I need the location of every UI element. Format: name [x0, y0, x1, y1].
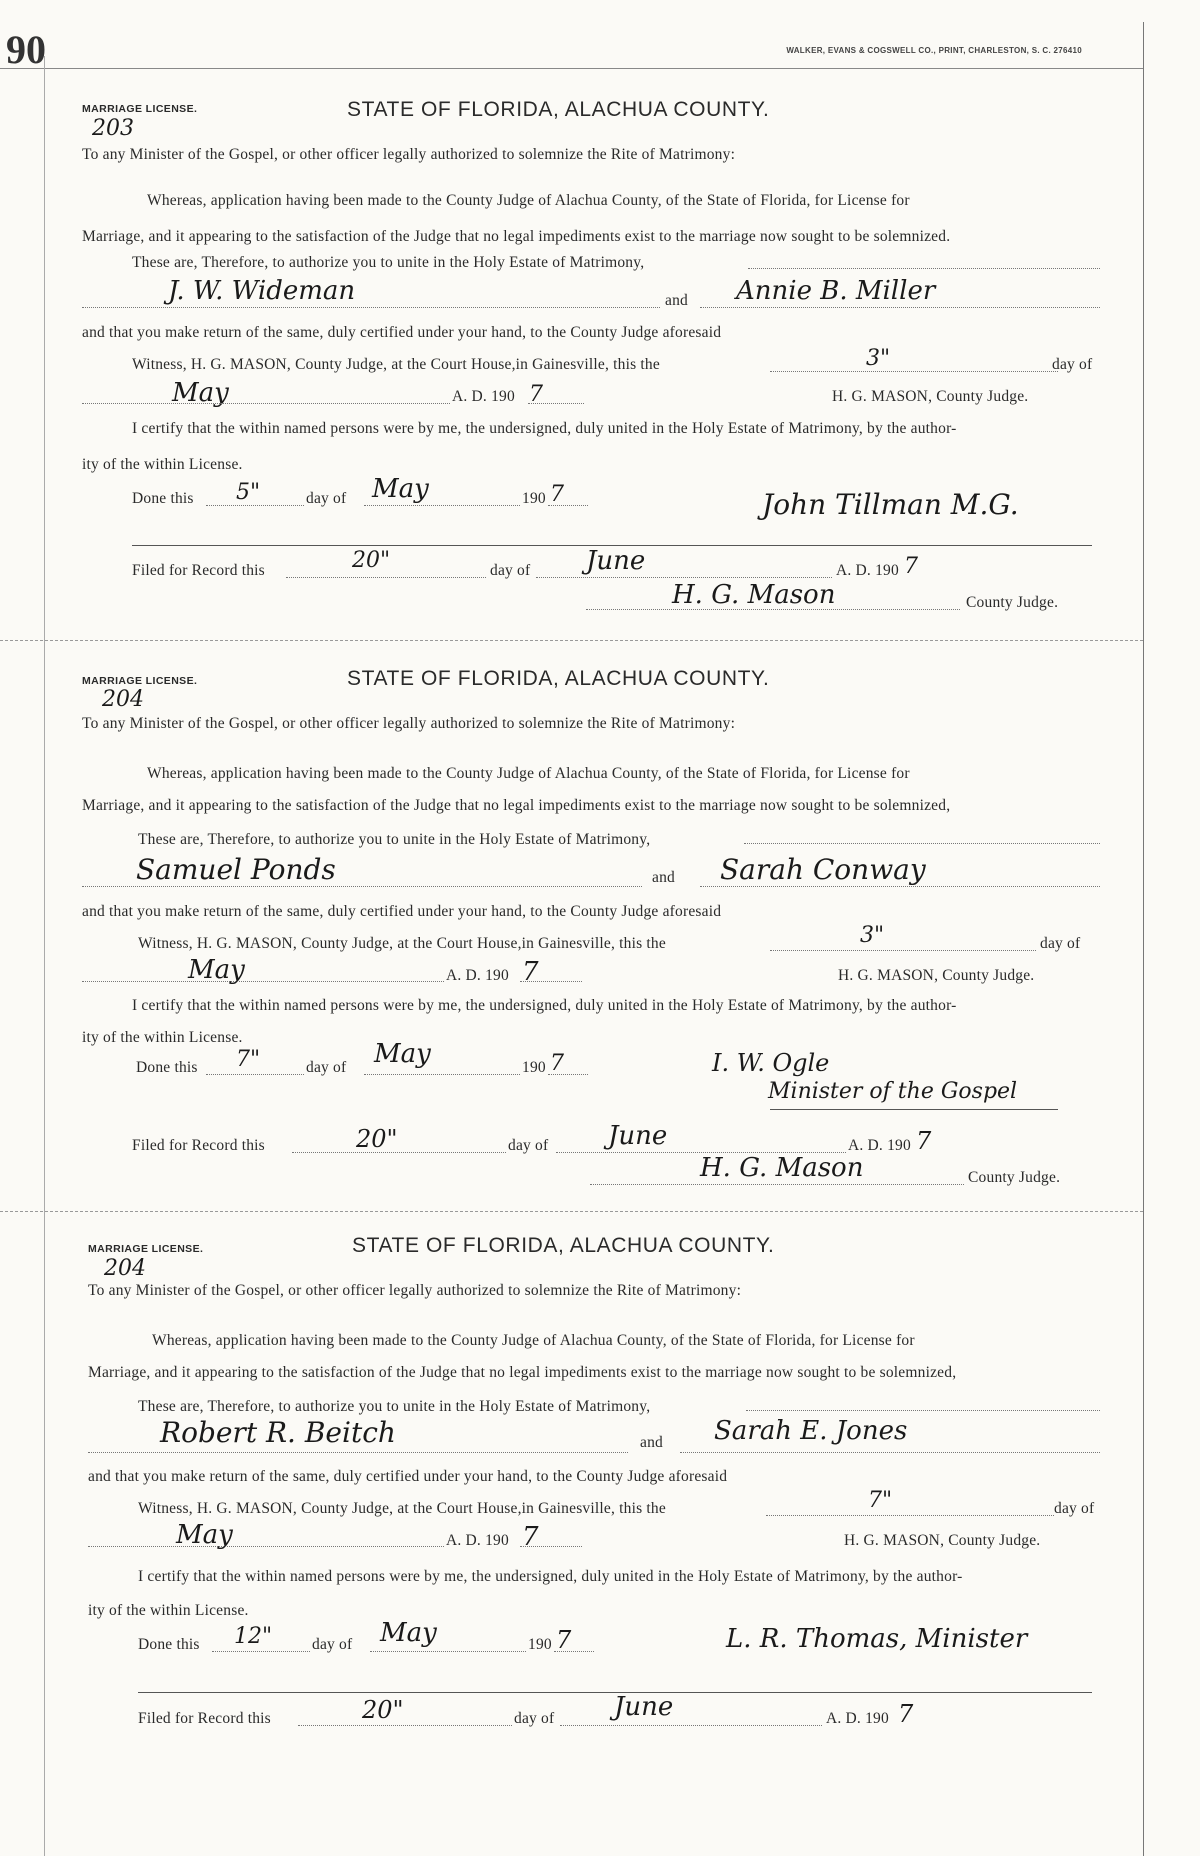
filed-day: 20"	[362, 1696, 404, 1724]
filed-ad-label: A. D. 190	[848, 1137, 911, 1154]
witness-day: 7"	[868, 1488, 893, 1513]
these-are-dots	[748, 268, 1100, 269]
whereas-line-1: Whereas, application having been made to the County Judge of Alachua County, of the State of Florida, for License for	[147, 192, 910, 209]
filed-ad-label: A. D. 190	[826, 1710, 889, 1727]
license-label: MARRIAGE LICENSE.	[88, 1243, 204, 1255]
filed-month-line	[536, 577, 832, 578]
these-are-dots	[746, 1410, 1100, 1411]
done-this-label: Done this	[138, 1636, 200, 1653]
done-day-of-label: day of	[312, 1636, 353, 1653]
bride-line	[700, 886, 1100, 887]
done-year-digit: 7	[550, 482, 564, 507]
witness-year-digit: 7	[522, 957, 539, 987]
certify-line-2: ity of the within License.	[82, 456, 243, 473]
license-label: MARRIAGE LICENSE.	[82, 675, 198, 687]
day-of-label: day of	[1040, 935, 1081, 952]
right-margin-rule	[1143, 22, 1144, 1856]
license-separator-1	[0, 640, 1143, 641]
clerk-line	[586, 609, 960, 610]
state-heading: STATE OF FLORIDA, ALACHUA COUNTY.	[352, 1234, 775, 1257]
license-number: 203	[92, 116, 134, 141]
witness-month-line	[82, 403, 450, 404]
done-day-line	[206, 505, 304, 506]
done-month: May	[374, 1039, 431, 1069]
done-day-line	[206, 1074, 304, 1075]
filed-year-digit: 7	[904, 554, 918, 579]
these-are-line: These are, Therefore, to authorize you to unite in the Holy Estate of Matrimony,	[132, 254, 645, 271]
officiant-signature: John Tillman M.G.	[762, 488, 1019, 521]
certify-line-2: ity of the within License.	[88, 1602, 249, 1619]
these-are-dots	[744, 843, 1100, 844]
witness-day-line	[766, 1515, 1054, 1516]
ad-label: A. D. 190	[452, 388, 515, 405]
and-word: and	[665, 292, 688, 309]
state-heading: STATE OF FLORIDA, ALACHUA COUNTY.	[347, 667, 770, 690]
done-year-line	[548, 1074, 588, 1075]
witness-month: May	[188, 955, 245, 985]
clerk-line	[590, 1184, 964, 1185]
witness-year-line	[520, 981, 582, 982]
license-separator-2	[0, 1211, 1143, 1212]
filed-year-digit: 7	[916, 1127, 932, 1155]
done-year-line	[554, 1651, 594, 1652]
officiant-signature: L. R. Thomas, Minister	[726, 1624, 1028, 1654]
filed-for-record-label: Filed for Record this	[132, 562, 265, 579]
filed-month: June	[586, 546, 646, 576]
filed-for-record-label: Filed for Record this	[132, 1137, 265, 1154]
witness-month-line	[88, 1546, 444, 1547]
done-month: May	[372, 474, 429, 504]
filed-day-of-label: day of	[490, 562, 531, 579]
whereas-line-2: Marriage, and it appearing to the satisfaction of the Judge that no legal impediments exist to the marriage now sought to be solemnized,	[82, 797, 951, 814]
done-day: 12"	[234, 1624, 273, 1649]
clerk-signature: H. G. Mason	[672, 580, 836, 610]
filed-month: June	[614, 1692, 674, 1722]
groom-name: Robert R. Beitch	[160, 1416, 396, 1449]
addressee-line: To any Minister of the Gospel, or other officer legally authorized to solemnize the Rite of Matrimony:	[88, 1282, 742, 1299]
witness-year-line	[520, 1546, 582, 1547]
filed-day-line	[292, 1152, 506, 1153]
filed-day-of-label: day of	[514, 1710, 555, 1727]
done-year-prefix: 190	[522, 1059, 546, 1076]
done-month-line	[364, 505, 520, 506]
county-judge-label: County Judge.	[968, 1169, 1061, 1186]
filed-year-digit: 7	[898, 1700, 914, 1728]
groom-line	[82, 886, 642, 887]
judge-printed-signature: H. G. MASON, County Judge.	[844, 1532, 1041, 1549]
witness-day-line	[770, 950, 1036, 951]
page-number: 90	[6, 27, 46, 72]
witness-year-digit: 7	[529, 382, 543, 407]
done-month-line	[364, 1074, 520, 1075]
top-rule	[0, 68, 1143, 69]
groom-line	[88, 1452, 628, 1453]
done-this-label: Done this	[132, 490, 194, 507]
done-year-digit: 7	[550, 1051, 564, 1076]
certify-line-1: I certify that the within named persons were by me, the undersigned, duly united in the Holy Estate of Matrimony, by the author-	[132, 997, 957, 1014]
certify-line-1: I certify that the within named persons were by me, the undersigned, duly united in the Holy Estate of Matrimony, by the author-	[138, 1568, 963, 1585]
filed-month: June	[608, 1121, 668, 1151]
done-this-label: Done this	[136, 1059, 198, 1076]
filed-month-line	[560, 1725, 822, 1726]
witness-month-line	[82, 981, 444, 982]
witness-day: 3"	[860, 923, 885, 948]
these-are-line: These are, Therefore, to authorize you to unite in the Holy Estate of Matrimony,	[138, 831, 651, 848]
addressee-line: To any Minister of the Gospel, or other officer legally authorized to solemnize the Rite of Matrimony:	[82, 146, 736, 163]
certify-line-2: ity of the within License.	[82, 1029, 243, 1046]
done-month-line	[370, 1651, 526, 1652]
state-heading: STATE OF FLORIDA, ALACHUA COUNTY.	[347, 98, 770, 121]
bride-name: Annie B. Miller	[736, 276, 936, 306]
groom-name: Samuel Ponds	[136, 853, 336, 886]
whereas-line-1: Whereas, application having been made to the County Judge of Alachua County, of the State of Florida, for License for	[147, 765, 910, 782]
groom-line	[82, 307, 660, 308]
whereas-line-2: Marriage, and it appearing to the satisfaction of the Judge that no legal impediments exist to the marriage now sought to be solemnized.	[82, 228, 951, 245]
day-of-label: day of	[1054, 1500, 1095, 1517]
judge-printed-signature: H. G. MASON, County Judge.	[838, 967, 1035, 984]
witness-text: Witness, H. G. MASON, County Judge, at the Court House,in Gainesville, this the	[132, 356, 660, 373]
and-word: and	[652, 869, 675, 886]
license-label: MARRIAGE LICENSE.	[82, 103, 198, 115]
done-month: May	[380, 1618, 437, 1648]
officiant-title: Minister of the Gospel	[768, 1079, 1018, 1104]
witness-year-line	[528, 403, 584, 404]
bride-line	[680, 1452, 1100, 1453]
left-margin-rule	[44, 56, 45, 1856]
clerk-signature: H. G. Mason	[700, 1153, 864, 1183]
return-line: and that you make return of the same, duly certified under your hand, to the County Judge aforesaid	[82, 324, 722, 341]
filed-day-line	[286, 577, 486, 578]
these-are-line: These are, Therefore, to authorize you to unite in the Holy Estate of Matrimony,	[138, 1398, 651, 1415]
groom-name: J. W. Wideman	[168, 276, 356, 306]
bride-name: Sarah Conway	[720, 853, 926, 886]
officiant-title-underline	[770, 1109, 1058, 1110]
license-number: 204	[104, 1256, 146, 1281]
filed-day-line	[298, 1725, 512, 1726]
witness-text: Witness, H. G. MASON, County Judge, at the Court House,in Gainesville, this the	[138, 935, 666, 952]
judge-printed-signature: H. G. MASON, County Judge.	[832, 388, 1029, 405]
filed-for-record-label: Filed for Record this	[138, 1710, 271, 1727]
ad-label: A. D. 190	[446, 1532, 509, 1549]
filed-day: 20"	[352, 548, 391, 573]
return-line: and that you make return of the same, duly certified under your hand, to the County Judge aforesaid	[88, 1468, 728, 1485]
officiant-signature: I. W. Ogle	[712, 1049, 830, 1077]
done-day-of-label: day of	[306, 1059, 347, 1076]
done-day-line	[212, 1651, 310, 1652]
whereas-line-2: Marriage, and it appearing to the satisfaction of the Judge that no legal impediments exist to the marriage now sought to be solemnized,	[88, 1364, 957, 1381]
whereas-line-1: Whereas, application having been made to the County Judge of Alachua County, of the State of Florida, for License for	[152, 1332, 915, 1349]
addressee-line: To any Minister of the Gospel, or other officer legally authorized to solemnize the Rite of Matrimony:	[82, 715, 736, 732]
done-day: 5"	[236, 480, 261, 505]
witness-year-digit: 7	[522, 1522, 539, 1552]
witness-month: May	[172, 378, 229, 408]
county-judge-label: County Judge.	[966, 594, 1059, 611]
filed-day: 20"	[356, 1125, 398, 1153]
certify-line-1: I certify that the within named persons were by me, the undersigned, duly united in the Holy Estate of Matrimony, by the author-	[132, 420, 957, 437]
done-year-digit: 7	[556, 1626, 572, 1654]
witness-day-line	[770, 371, 1058, 372]
printer-imprint: WALKER, EVANS & COGSWELL CO., PRINT, CHARLESTON, S. C. 276410	[786, 46, 1082, 55]
witness-day: 3"	[866, 346, 891, 371]
bride-name: Sarah E. Jones	[714, 1416, 908, 1446]
done-year-prefix: 190	[522, 490, 546, 507]
bride-line	[700, 307, 1100, 308]
filed-day-of-label: day of	[508, 1137, 549, 1154]
filed-ad-label: A. D. 190	[836, 562, 899, 579]
day-of-label: day of	[1052, 356, 1093, 373]
return-line: and that you make return of the same, duly certified under your hand, to the County Judge aforesaid	[82, 903, 722, 920]
ad-label: A. D. 190	[446, 967, 509, 984]
witness-text: Witness, H. G. MASON, County Judge, at the Court House,in Gainesville, this the	[138, 1500, 666, 1517]
done-day-of-label: day of	[306, 490, 347, 507]
and-word: and	[640, 1434, 663, 1451]
done-year-line	[548, 505, 588, 506]
done-year-prefix: 190	[528, 1636, 552, 1653]
license-number: 204	[102, 687, 144, 712]
witness-month: May	[176, 1520, 233, 1550]
done-day: 7"	[236, 1047, 261, 1072]
